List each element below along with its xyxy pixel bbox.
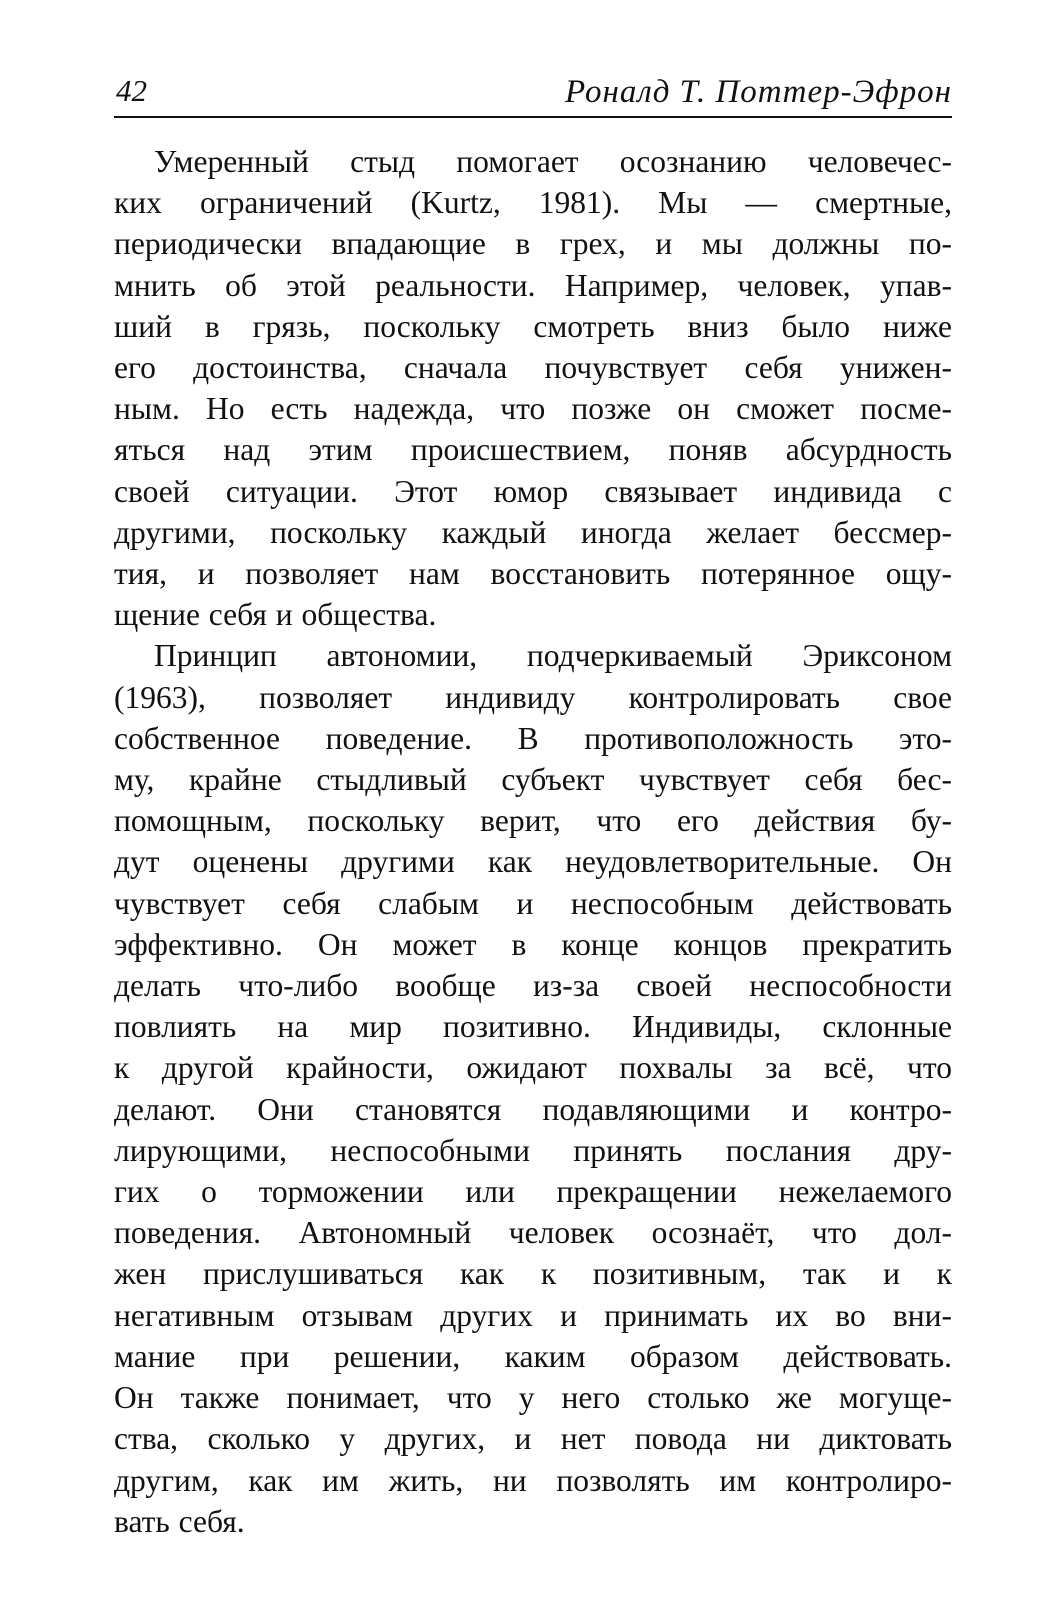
text-line: ным. Но есть надежда, что позже он сможет посме-	[114, 391, 952, 427]
text-line: ства, сколько у других, и нет повода ни диктовать	[114, 1421, 952, 1457]
text-line: му, крайне стыдливый субъект чувствует себя бес-	[114, 762, 952, 798]
running-head: Роналд Т. Поттер-Эфрон	[565, 74, 952, 110]
text-line: периодически впадающие в грех, и мы должны по-	[114, 226, 952, 262]
text-line: эффективно. Он может в конце концов прекратить	[114, 926, 952, 962]
paragraph-1	[114, 141, 952, 635]
text-line: лирующими, неспособными принять послания дру-	[114, 1132, 952, 1168]
text-line: чувствует себя слабым и неспособным действовать	[114, 885, 952, 921]
text-line: мнить об этой реальности. Например, человек, упав-	[114, 267, 952, 303]
page-number: 42	[116, 73, 147, 108]
text-line: поведения. Автономный человек осознаёт, что дол-	[114, 1215, 952, 1251]
text-line: его достоинства, сначала почувствует себя унижен-	[114, 350, 952, 386]
text-line: к другой крайности, ожидают похвалы за всё, что	[114, 1050, 952, 1086]
text-line: своей ситуации. Этот юмор связывает индивида с	[114, 473, 952, 509]
text-line: вать себя.	[114, 1503, 245, 1539]
text-line: другими, поскольку каждый иногда желает бессмер-	[114, 514, 952, 550]
text-line: собственное поведение. В противоположность это-	[114, 720, 952, 756]
text-line: (1963), позволяет индивиду контролировать свое	[114, 679, 952, 715]
text-line: делают. Они становятся подавляющими и контро-	[114, 1091, 952, 1127]
text-line: мание при решении, каким образом действовать.	[114, 1338, 952, 1374]
text-line: ший в грязь, поскольку смотреть вниз было ниже	[114, 308, 952, 344]
text-line: Принцип автономии, подчеркиваемый Эриксоном	[154, 638, 952, 674]
page-header	[114, 70, 952, 118]
text-line: тия, и позволяет нам восстановить потерянное ощу-	[114, 556, 952, 592]
text-line: негативным отзывам других и принимать их во вни-	[114, 1297, 952, 1333]
body-text	[114, 141, 952, 1542]
text-line: Он также понимает, что у него столько же могуще-	[114, 1380, 952, 1416]
text-line: щение себя и общества.	[114, 597, 437, 633]
text-line: Умеренный стыд помогает осознанию человечес-	[154, 144, 952, 179]
text-line: ких ограничений (Kurtz, 1981). Мы — смертные,	[114, 185, 952, 221]
text-line: дут оценены другими как неудовлетворительные. Он	[114, 844, 952, 880]
text-line: делать что-либо вообще из-за своей неспособности	[114, 968, 952, 1004]
text-line: яться над этим происшествием, поняв абсурдность	[114, 432, 952, 468]
text-line: гих о торможении или прекращении нежелаемого	[114, 1174, 952, 1210]
text-line: повлиять на мир позитивно. Индивиды, склонные	[114, 1009, 952, 1045]
text-line: другим, как им жить, ни позволять им контролиро-	[114, 1462, 952, 1498]
paragraph-2	[114, 635, 952, 1541]
text-line: жен прислушиваться как к позитивным, так и к	[114, 1256, 952, 1292]
text-line: помощным, поскольку верит, что его действия бу-	[114, 803, 952, 839]
